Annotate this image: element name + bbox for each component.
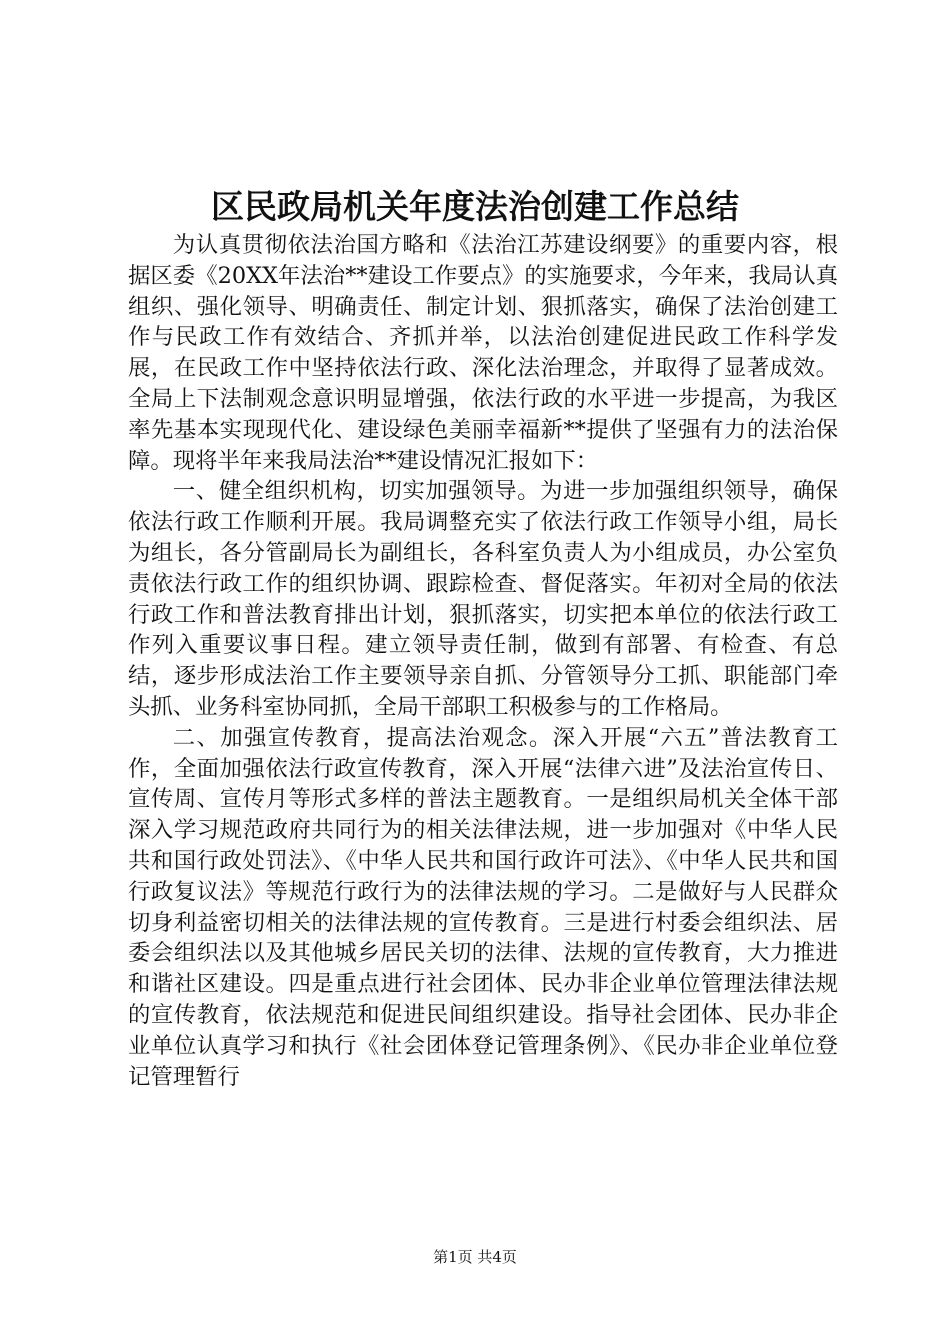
intro-paragraph: 为认真贯彻依法治国方略和《法治江苏建设纲要》的重要内容，根据区委《20XX年法治**建设工作要点》的实施要求，今年来，我局认真组织、强化领导、明确责任、制定计划、狠抓落实，确保了法治创建工作与民政工作有效结合、齐抓并举，以法治创建促进民政工作科学发展，在民政工作中坚持依法行政、深化法治理念，并取得了显著成效。全局上下法制观念意识明显增强，依法行政的水平进一步提高，为我区率先基本实现现代化、建设绿色美丽幸福新**提供了坚强有力的法治保障。现将半年来我局法治**建设情况汇报如下：: [128, 232, 838, 474]
section-one-paragraph: 一、健全组织机构，切实加强领导。为进一步加强组织领导，确保依法行政工作顺利开展。我局调整充实了依法行政工作领导小组，局长为组长，各分管副局长为副组长，各科室负责人为小组成员，办公室负责依法行政工作的组织协调、跟踪检查、督促落实。年初对全局的依法行政工作和普法教育排出计划，狠抓落实，切实把本单位的依法行政工作列入重要议事日程。建立领导责任制，做到有部署、有检查、有总结，逐步形成法治工作主要领导亲自抓、分管领导分工抓、职能部门牵头抓、业务科室协同抓，全局干部职工积极参与的工作格局。: [128, 478, 838, 720]
page-number-footer: 第1页 共4页: [433, 1248, 517, 1266]
section-two-paragraph: 二、加强宣传教育，提高法治观念。深入开展“六五”普法教育工作，全面加强依法行政宣传教育，深入开展“法律六进”及法治宣传日、宣传周、宣传月等形式多样的普法主题教育。一是组织局机关全体干部深入学习规范政府共同行为的相关法律法规，进一步加强对《中华人民共和国行政处罚法》、《中华人民共和国行政许可法》、《中华人民共和国行政复议法》等规范行政行为的法律法规的学习。二是做好与人民群众切身利益密切相关的法律法规的宣传教育。三是进行村委会组织法、居委会组织法以及其他城乡居民关切的法律、法规的宣传教育，大力推进和谐社区建设。四是重点进行社会团体、民办非企业单位管理法律法规的宣传教育，依法规范和促进民间组织建设。指导社会团体、民办非企业单位认真学习和执行《社会团体登记管理条例》、《民办非企业单位登记管理暂行: [128, 724, 838, 1090]
document-title: 区民政局机关年度法治创建工作总结: [211, 187, 739, 226]
document-body: [128, 230, 838, 1092]
